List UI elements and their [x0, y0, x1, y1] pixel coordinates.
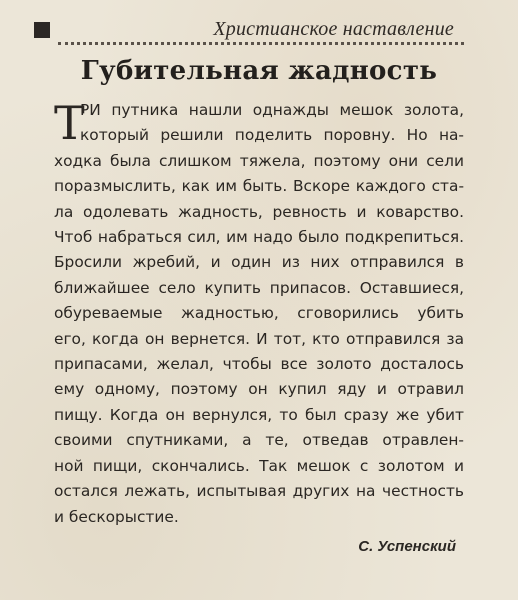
drop-cap: Т	[54, 96, 85, 150]
body-line: остался лежать, испытывая других на честность	[54, 482, 464, 501]
author-signature: С. Успенский	[358, 538, 456, 555]
body-line: РИ путника нашли однажды мешок золота,	[80, 101, 464, 119]
body-line: Чтоб набраться сил, им надо было подкрепиться.	[54, 228, 464, 247]
body-line: ной пищи, скончались. Так мешок с золотом и	[54, 456, 464, 475]
body-line: припасами, желал, чтобы все золото досталось	[54, 355, 464, 374]
body-line: его, когда он вернется. И тот, кто отправился за	[54, 329, 464, 348]
rubric-dotted-rule	[58, 42, 464, 45]
body-line: обуреваемые жадностью, сговорились убить	[54, 304, 464, 323]
article-body	[54, 98, 464, 530]
body-line: ближайшее село купить припасов. Оставшиеся,	[54, 278, 464, 297]
body-line: ла одолевать жадность, ревность и коварство.	[54, 202, 464, 221]
body-line: ему одному, поэтому он купил яду и отравил	[54, 380, 464, 399]
body-line: Бросили жребий, и один из них отправился в	[54, 253, 464, 272]
body-line: своими спутниками, а те, отведав отравлен-	[54, 431, 464, 450]
body-line: поразмыслить, как им быть. Вскоре каждого ста-	[54, 177, 464, 196]
body-line-last: и бескорыстие.	[54, 507, 179, 526]
rubric-square-marker	[34, 22, 50, 38]
rubric-label: Христианское наставление	[213, 18, 454, 40]
body-line: ходка была слишком тяжела, поэтому они сели	[54, 151, 464, 170]
body-line: пищу. Когда он вернулся, то был сразу же убит	[54, 405, 464, 424]
body-line: который решили поделить поровну. Но на-	[80, 126, 464, 145]
article-headline: Губительная жадность	[80, 56, 438, 86]
section-rubric	[34, 16, 464, 46]
